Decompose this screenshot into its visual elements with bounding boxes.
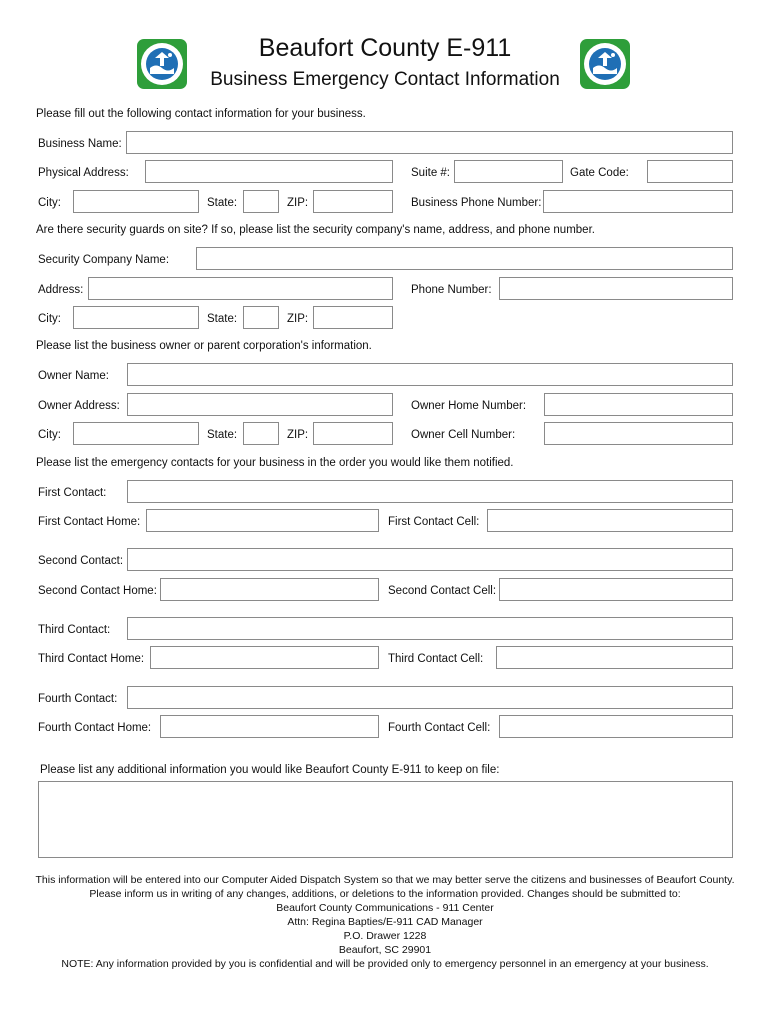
footer-line-6: Beaufort, SC 29901 — [338, 944, 432, 956]
business-phone-field[interactable] — [543, 190, 733, 213]
suite-field[interactable] — [454, 160, 563, 183]
owner-cell-label: Owner Cell Number: — [411, 429, 516, 441]
third-home-field[interactable] — [150, 646, 379, 669]
fourth-cell-label: Fourth Contact Cell: — [388, 722, 491, 734]
owner-state-field[interactable] — [243, 422, 279, 445]
zip-label: ZIP: — [287, 197, 309, 209]
fourth-contact-label: Fourth Contact: — [38, 693, 118, 705]
owner-zip-field[interactable] — [313, 422, 393, 445]
security-address-field[interactable] — [88, 277, 393, 300]
security-company-field[interactable] — [196, 247, 733, 270]
footer-line-4: Attn: Regina Bapties/E-911 CAD Manager — [287, 916, 483, 928]
fourth-cell-field[interactable] — [499, 715, 733, 738]
emergency-instruction: Please list the emergency contacts for your business in the order you would like them notified. — [36, 457, 514, 469]
second-contact-field[interactable] — [127, 548, 733, 571]
gate-code-label: Gate Code: — [570, 167, 629, 179]
first-contact-field[interactable] — [127, 480, 733, 503]
fourth-home-field[interactable] — [160, 715, 379, 738]
security-company-label: Security Company Name: — [38, 254, 170, 266]
owner-address-label: Owner Address: — [38, 400, 120, 412]
additional-instruction: Please list any additional information you would like Beaufort County E-911 to keep on file: — [40, 764, 500, 776]
business-name-field[interactable] — [126, 131, 733, 154]
security-address-label: Address: — [38, 284, 84, 296]
physical-address-label: Physical Address: — [38, 167, 129, 179]
owner-name-label: Owner Name: — [38, 370, 109, 382]
fourth-contact-field[interactable] — [127, 686, 733, 709]
owner-home-label: Owner Home Number: — [411, 400, 527, 412]
security-phone-field[interactable] — [499, 277, 733, 300]
first-home-field[interactable] — [146, 509, 379, 532]
security-instruction: Are there security guards on site? If so, please list the security company's name, address, and phone number. — [36, 224, 595, 236]
third-contact-label: Third Contact: — [38, 624, 111, 636]
footer-line-2: Please inform us in writing of any changes, additions, or deletions to the information provided. Changes should be submitted to: — [89, 888, 681, 900]
city-field[interactable] — [73, 190, 199, 213]
city-label: City: — [38, 197, 61, 209]
business-phone-label: Business Phone Number: — [411, 197, 542, 209]
state-label: State: — [207, 197, 238, 209]
second-cell-label: Second Contact Cell: — [388, 585, 497, 597]
third-contact-field[interactable] — [127, 617, 733, 640]
first-contact-label: First Contact: — [38, 487, 107, 499]
intro-instruction: Please fill out the following contact information for your business. — [36, 108, 366, 120]
first-home-label: First Contact Home: — [38, 516, 141, 528]
security-zip-label: ZIP: — [287, 313, 309, 325]
second-home-label: Second Contact Home: — [38, 585, 157, 597]
security-city-label: City: — [38, 313, 61, 325]
owner-state-label: State: — [207, 429, 238, 441]
security-phone-label: Phone Number: — [411, 284, 492, 296]
footer-line-1: This information will be entered into our Computer Aided Dispatch System so that we may better serve the citizens and businesses of Beaufort County. — [35, 874, 735, 886]
first-cell-field[interactable] — [487, 509, 733, 532]
second-home-field[interactable] — [160, 578, 379, 601]
third-cell-label: Third Contact Cell: — [388, 653, 484, 665]
security-zip-field[interactable] — [313, 306, 393, 329]
state-field[interactable] — [243, 190, 279, 213]
owner-name-field[interactable] — [127, 363, 733, 386]
second-contact-label: Second Contact: — [38, 555, 124, 567]
owner-cell-field[interactable] — [544, 422, 733, 445]
owner-instruction: Please list the business owner or parent corporation's information. — [36, 340, 372, 352]
security-state-label: State: — [207, 313, 238, 325]
owner-city-label: City: — [38, 429, 61, 441]
gate-code-field[interactable] — [647, 160, 733, 183]
business-name-label: Business Name: — [38, 138, 122, 150]
page-subtitle: Business Emergency Contact Information — [210, 69, 560, 90]
suite-label: Suite #: — [411, 167, 450, 179]
footer-line-7: NOTE: Any information provided by you is confidential and will be provided only to emergency personnel in an emergency at your business. — [61, 958, 709, 970]
owner-address-field[interactable] — [127, 393, 393, 416]
additional-info-textarea[interactable] — [38, 781, 733, 858]
owner-city-field[interactable] — [73, 422, 199, 445]
footer-line-3: Beaufort County Communications - 911 Center — [276, 902, 494, 914]
owner-zip-label: ZIP: — [287, 429, 309, 441]
fourth-home-label: Fourth Contact Home: — [38, 722, 152, 734]
security-city-field[interactable] — [73, 306, 199, 329]
page-title: Beaufort County E-911 — [258, 34, 512, 62]
third-cell-field[interactable] — [496, 646, 733, 669]
third-home-label: Third Contact Home: — [38, 653, 145, 665]
zip-field[interactable] — [313, 190, 393, 213]
second-cell-field[interactable] — [499, 578, 733, 601]
first-cell-label: First Contact Cell: — [388, 516, 480, 528]
owner-home-field[interactable] — [544, 393, 733, 416]
footer-line-5: P.O. Drawer 1228 — [343, 930, 427, 942]
security-state-field[interactable] — [243, 306, 279, 329]
physical-address-field[interactable] — [145, 160, 393, 183]
